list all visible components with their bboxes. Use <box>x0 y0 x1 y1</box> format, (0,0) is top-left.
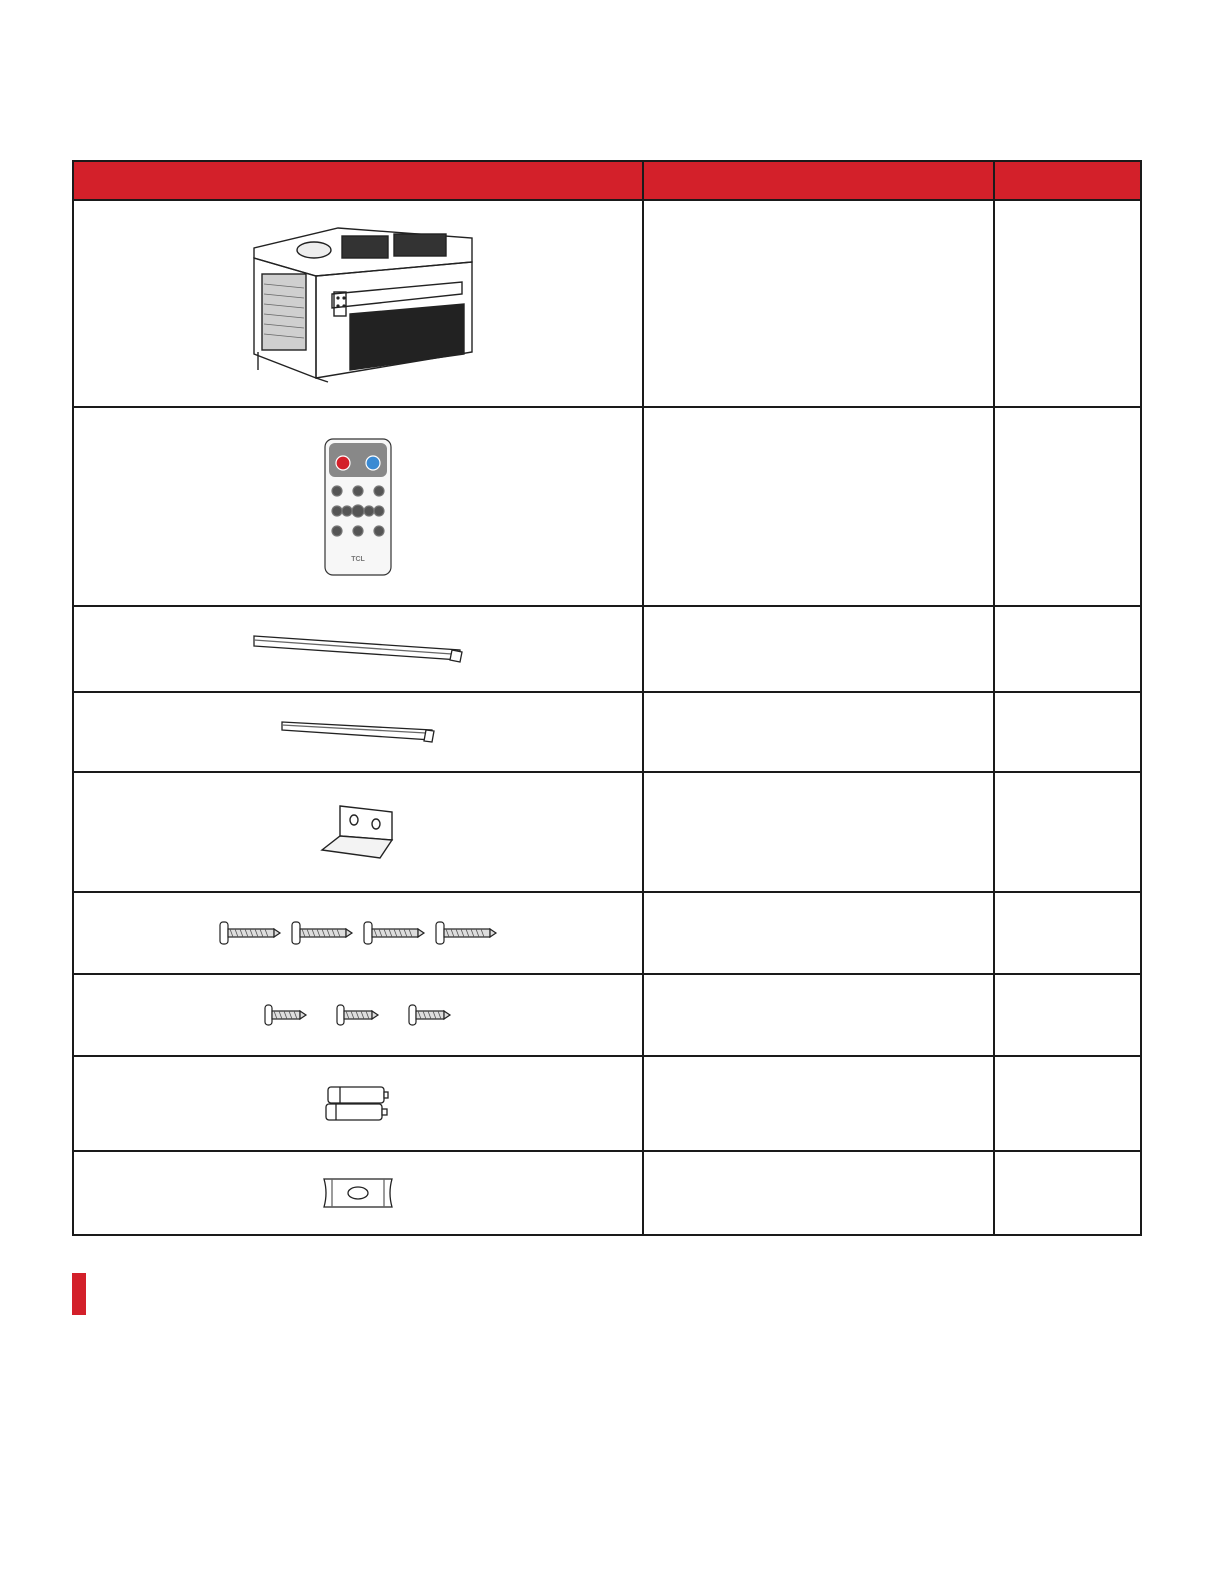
part-description <box>643 892 994 974</box>
table-row <box>73 772 1141 892</box>
part-quantity <box>994 974 1141 1056</box>
remote-brand-label: TCL <box>351 555 365 563</box>
part-illustration-cell <box>73 407 643 606</box>
part-description <box>643 200 994 407</box>
part-illustration-cell <box>73 772 643 892</box>
part-illustration-cell <box>73 200 643 407</box>
window-air-conditioner-icon <box>238 224 478 384</box>
table-header-row <box>73 161 1141 200</box>
part-quantity <box>994 1151 1141 1235</box>
part-quantity <box>994 772 1141 892</box>
short-screws-icon <box>263 1002 453 1028</box>
table-row <box>73 1151 1141 1235</box>
part-quantity <box>994 892 1141 974</box>
part-quantity <box>994 200 1141 407</box>
table-row <box>73 692 1141 772</box>
part-description <box>643 1151 994 1235</box>
part-illustration-cell <box>73 692 643 772</box>
part-description <box>643 974 994 1056</box>
part-illustration-cell <box>73 892 643 974</box>
part-illustration-cell <box>73 1151 643 1235</box>
header-description <box>643 161 994 200</box>
l-bracket-icon <box>318 802 398 862</box>
part-description <box>643 606 994 692</box>
table-row <box>73 892 1141 974</box>
short-foam-strip-icon <box>278 718 438 746</box>
batteries-icon <box>322 1084 394 1124</box>
part-quantity <box>994 606 1141 692</box>
section-marker <box>72 1273 86 1315</box>
part-description <box>643 1056 994 1151</box>
long-foam-strip-icon <box>250 632 466 666</box>
drain-connector-icon <box>318 1177 398 1209</box>
part-quantity <box>994 1056 1141 1151</box>
part-illustration-cell <box>73 606 643 692</box>
long-screws-icon <box>218 918 498 948</box>
header-part <box>73 161 643 200</box>
table-row <box>73 407 1141 606</box>
part-illustration-cell <box>73 1056 643 1151</box>
part-quantity <box>994 692 1141 772</box>
table-row <box>73 200 1141 407</box>
part-quantity <box>994 407 1141 606</box>
remote-control-icon <box>323 437 393 577</box>
parts-table <box>72 160 1142 1236</box>
part-description <box>643 407 994 606</box>
table-row <box>73 974 1141 1056</box>
part-description <box>643 692 994 772</box>
table-row <box>73 606 1141 692</box>
header-quantity <box>994 161 1141 200</box>
table-row <box>73 1056 1141 1151</box>
part-description <box>643 772 994 892</box>
part-illustration-cell <box>73 974 643 1056</box>
